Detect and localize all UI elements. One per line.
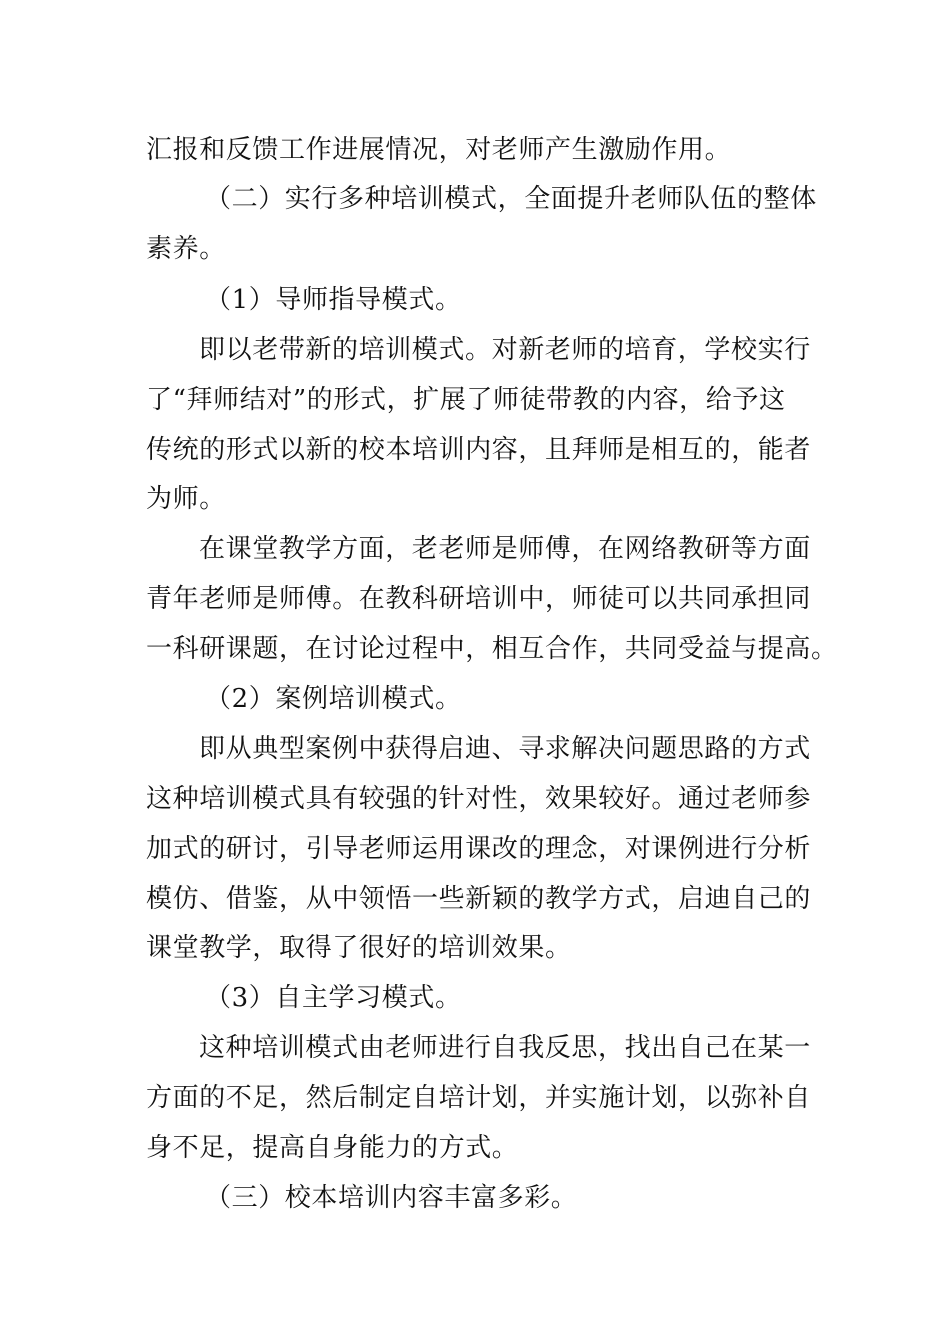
- paragraph-line: 即以老带新的培训模式。对新老师的培育，学校实行: [199, 335, 811, 365]
- paragraph-line: 青年老师是师傅。在教科研培训中，师徒可以共同承担同: [146, 584, 812, 614]
- subsection-heading-2: （2）案例培训模式。: [205, 684, 462, 714]
- paragraph-line: 汇报和反馈工作进展情况，对老师产生激励作用。: [146, 135, 732, 165]
- paragraph-line: 加式的研讨，引导老师运用课改的理念，对课例进行分析: [146, 834, 812, 864]
- section-heading-3: （三）校本培训内容丰富多彩。: [205, 1183, 578, 1213]
- subsection-heading-3: （3）自主学习模式。: [205, 983, 462, 1013]
- paragraph-line: 身不足，提高自身能力的方式。: [146, 1133, 519, 1163]
- paragraph-line: 方面的不足，然后制定自培计划，并实施计划，以弥补自: [146, 1083, 812, 1113]
- paragraph-line: 即从典型案例中获得启迪、寻求解决问题思路的方式: [199, 734, 811, 764]
- paragraph-line: 在课堂教学方面，老老师是师傅，在网络教研等方面: [199, 534, 811, 564]
- paragraph-line: 这种培训模式由老师进行自我反思，找出自己在某一: [199, 1033, 811, 1063]
- paragraph-line: 素养。: [146, 234, 226, 264]
- paragraph-line: 模仿、借鉴，从中领悟一些新颖的教学方式，启迪自己的: [146, 884, 812, 914]
- section-heading-2: （二）实行多种培训模式，全面提升老师队伍的整体: [205, 184, 817, 214]
- paragraph-line: 了“拜师结对”的形式，扩展了师徒带教的内容，给予这: [146, 385, 786, 415]
- subsection-heading-1: （1）导师指导模式。: [205, 285, 462, 315]
- paragraph-line: 课堂教学，取得了很好的培训效果。: [146, 933, 572, 963]
- paragraph-line: 传统的形式以新的校本培训内容，且拜师是相互的，能者: [146, 435, 812, 465]
- paragraph-line: 一科研课题，在讨论过程中，相互合作，共同受益与提高。: [146, 634, 838, 664]
- paragraph-line: 为师。: [146, 484, 226, 514]
- paragraph-line: 这种培训模式具有较强的针对性，效果较好。通过老师参: [146, 784, 812, 814]
